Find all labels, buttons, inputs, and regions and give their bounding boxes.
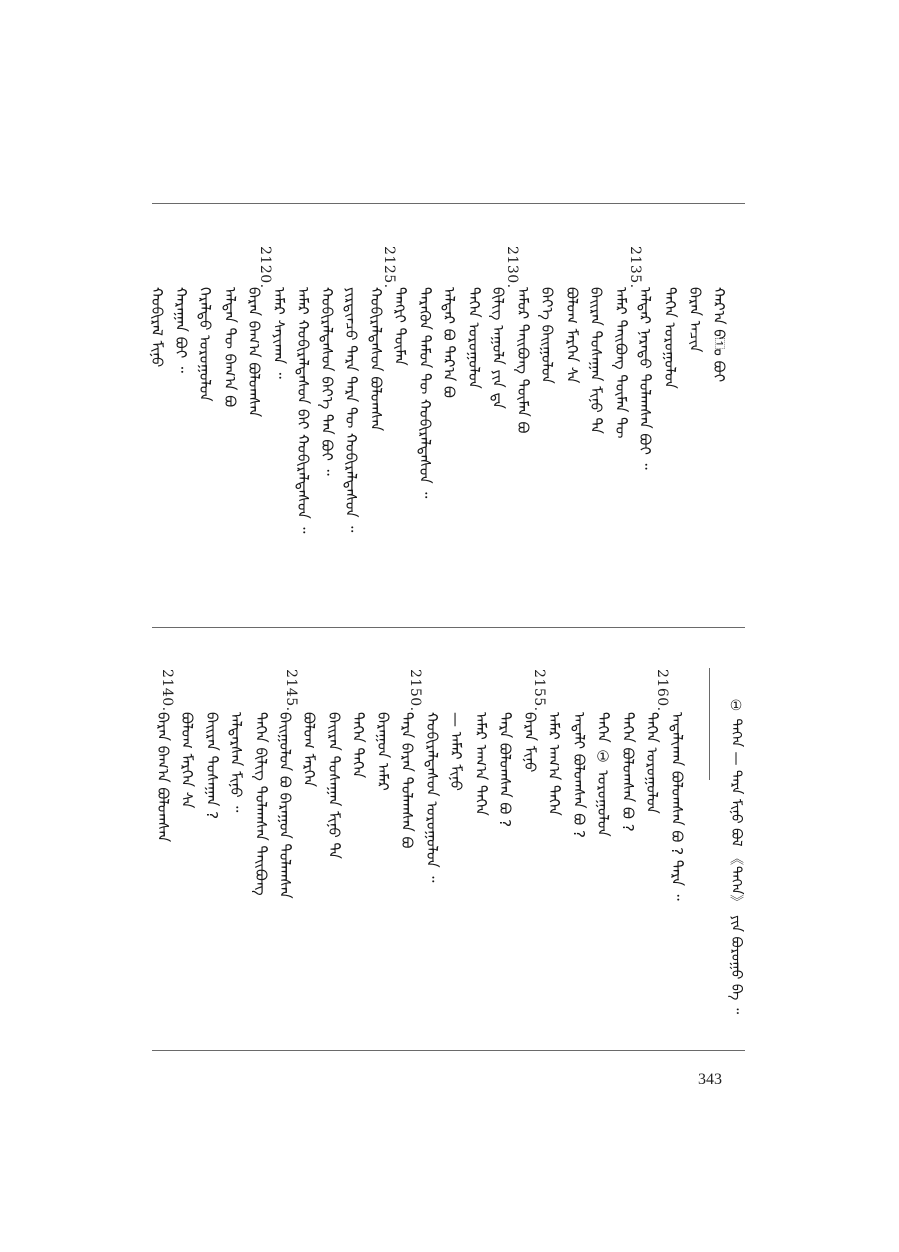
text-line-l18: ᠲᠡᠭᠡᠨ ᠪᠢᠯᠢᠭ ᠲᠤᠯᠠᠭᠰᠠᠨ ᠲᠠᠢᠪᠤᠩ (252, 712, 270, 896)
text-line-l03: ᠲᠡᠭᠡᠨ ᠪᠤᠯᠤᠭᠰᠠᠨ ᠪᠣ ? (619, 712, 637, 832)
text-line-u08: ᠪᠡᠶ᠎ᠡ ᠪᠠᠢᠭᠤᠯᠤᠨ (538, 287, 556, 384)
text-line-l08: ᠲᠡᠷᠡ ᠪᠤᠯᠤᠭᠰᠠᠨ ᠪᠣ ? (496, 712, 514, 828)
text-line-u03: ᠲᠡᠭᠡᠨ ᠤᠷᠤᠭᠤᠯᠤᠨ (661, 287, 679, 389)
text-line-u19: ᠠᠮᠠᠷ ᠰᠠᠶᠢᠬᠠᠨ ᠃ (270, 287, 288, 379)
text-line-l21: ᠪᠤᠯᠤᠭ ᠮᠡᠷᠭᠡᠨ ᠰᠠ (178, 712, 196, 809)
line-number-2155: 2155. (531, 669, 547, 712)
text-line-u07: ᠪᠤᠯᠤᠭ ᠮᠡᠷᠭᠡᠨ ᠰᠠ (563, 287, 581, 384)
text-line-l11: ᠬᠤᠪᠢᠷᠠᠯᠲᠠᠰᠤᠨ ᠤᠷᠤᠭᠤᠯᠤᠨ ᠃ (423, 712, 441, 883)
text-line-l05: ᠠᠳᠠᠯᠢ ᠪᠤᠯᠤᠭᠰᠠᠨ ᠪᠣ ? (570, 712, 588, 838)
bottom-divider (152, 1050, 745, 1051)
footnote-marker: ① (728, 698, 744, 714)
text-line-u18: ᠠᠮᠠᠷ ᠬᠤᠪᠢᠷᠠᠯᠲᠠᠰᠤᠨ ᠪᠠᠢ ᠬᠤᠪᠢᠷᠠᠯᠲᠠᠰᠤᠨ ᠃ (294, 287, 312, 534)
text-line-u20: ᠪᠠᠷᠠᠨ ᠪᠠᠭ᠎ᠠ ᠪᠤᠯᠤᠭᠰᠠᠨ (245, 287, 263, 418)
text-line-l22: ᠪᠠᠷᠠᠨ ᠪᠠᠭ᠎ᠠ ᠪᠤᠯᠤᠭᠰᠠᠨ (154, 712, 172, 843)
text-line-l10: — ᠠᠮᠠᠷ ᠮᠢᠨᠤ (447, 712, 465, 791)
text-line-l13: ᠪᠠᠷᠠᠭᠤᠨ ᠠᠮᠠᠷ (374, 712, 392, 791)
line-number-2150: 2150. (407, 669, 423, 712)
text-line-u12: ᠠᠯᠳᠠᠷ ᠪᠣ ᠲᠠᠷ᠎ᠠ ᠪᠣ (440, 287, 458, 398)
text-line-u05: ᠠᠮᠠᠷ ᠲᠠᠢᠪᠤᠩ ᠲᠦᠮᠡᠨ ᠲᠦ (612, 287, 630, 439)
text-line-u10: ᠪᠢᠯᠢᠭ ᠠᠭᠤᠯᠠ ᠶᠢᠨ ᠳᠠ (489, 287, 507, 409)
text-line-u01: ᠬᠠᠷ᠎ᠠ ᠪ᠋ᠣ ᠪᠤᠢ (710, 287, 728, 383)
text-line-u22: ᠭᠡᠷᠡᠯᠲᠦ ᠤᠷᠤᠭᠤᠯᠤᠨ (196, 287, 214, 402)
text-line-u23: ᠬᠠᠷᠠᠭᠠᠨ ᠪᠤᠢ ᠃ (172, 287, 190, 373)
text-line-u24: ᠬᠤᠪᠢᠷᠠᠯ ᠮᠢᠨᠤ (148, 287, 166, 368)
footnote (727, 698, 745, 1014)
text-line-u11: ᠲᠡᠭᠡᠨ ᠤᠷᠤᠭᠤᠯᠤᠨ (465, 287, 483, 389)
line-number-2125: 2125. (381, 246, 397, 289)
line-number-2140: 2140. (159, 669, 175, 712)
text-line-u16: ᠶᠢᠷᠲᠢᠨᠴᠦ ᠲᠡᠷᠡ ᠲᠡᠷᠡ ᠲᠦ ᠬᠤᠪᠢᠷᠠᠯᠲᠠᠰᠤᠨ ᠃ (342, 287, 360, 533)
text-line-u04: ᠠᠯᠳᠠᠷ ᠨᠡᠷᠡᠲᠦ ᠲᠤᠯᠠᠭᠰᠠᠨ ᠪᠤᠢ ᠃ (636, 287, 654, 470)
text-line-l17: ᠪᠠᠢᠭᠤᠯᠤᠨ ᠪᠣ ᠪᠠᠷᠠᠭᠤᠨ ᠲᠤᠯᠠᠭᠰᠠᠨ (276, 712, 294, 899)
text-line-l15: ᠪᠠᠢᠷᠠᠨ ᠲᠤᠰᠠᠭᠠᠨ ᠮᠢᠨᠤ ᠲᠠ (325, 712, 343, 859)
top-divider (152, 203, 745, 204)
line-number-2130: 2130. (504, 246, 520, 289)
text-line-l06: ᠠᠮᠠᠷ ᠠᠭ᠎ᠠ ᠲᠡᠭᠡᠨ (545, 712, 563, 816)
text-line-l02: ᠲᠡᠭᠡᠨ ᠤᠷᠤᠭᠤᠯᠤᠨ (643, 712, 661, 814)
text-line-u09: ᠠᠮᠤᠷ ᠲᠠᠢᠪᠤᠩ ᠲᠦᠮᠡᠨ ᠪᠣ (514, 287, 532, 434)
page-number: 343 (698, 1071, 722, 1088)
text-line-u14: ᠲᠡᠩᠷᠢ ᠲᠦᠮᠡᠨ (391, 287, 409, 366)
text-line-l01: ᠠᠳᠠᠯᠢᠬᠠᠨ ᠪᠤᠯᠤᠭᠰᠠᠨ ᠪᠣ ? ᠲᠡᠷᠡ ᠃ (668, 712, 686, 901)
text-line-l09: ᠠᠮᠠᠷ ᠠᠭ᠎ᠠ ᠲᠡᠭᠡᠨ (472, 712, 490, 816)
text-line-u15: ᠬᠤᠪᠢᠷᠠᠯᠲᠠᠰᠤᠨ ᠪᠤᠯᠤᠭᠰᠠᠨ (367, 287, 385, 432)
text-line-l14: ᠲᠡᠭᠡᠨ ᠲᠡᠭᠡᠨ (349, 712, 367, 779)
text-line-l07: ᠪᠠᠷᠠᠨ ᠮᠢᠨᠤ (521, 712, 539, 773)
line-number-2120: 2120. (257, 246, 273, 289)
line-number-2135: 2135. (627, 246, 643, 289)
middle-divider (152, 627, 745, 628)
text-line-l04: ᠲᠡᠭᠡᠨ ① ᠤᠷᠤᠭᠤᠯᠤᠨ (594, 712, 612, 837)
text-line-u17: ᠬᠤᠪᠢᠷᠠᠯᠲᠠᠰᠤᠨ ᠪᠡᠶ᠎ᠡ ᠲᠠᠨ ᠪᠤᠢ ᠃ (318, 287, 336, 476)
text-line-u06: ᠪᠠᠢᠷᠠᠨ ᠲᠤᠰᠠᠭᠠᠨ ᠮᠢᠨᠤ ᠲᠠ (587, 287, 605, 434)
text-line-l12: ᠲᠡᠷᠡ ᠪᠠᠷᠠᠨ ᠲᠤᠯᠠᠭᠰᠠᠨ ᠪᠣ (398, 712, 416, 849)
text-line-l20: ᠪᠠᠢᠷᠠᠨ ᠲᠤᠰᠠᠭᠠᠨ ? (203, 712, 221, 820)
text-line-l16: ᠪᠤᠯᠤᠭ ᠮᠡᠷᠭᠡᠨ (300, 712, 318, 788)
footnote-separator (709, 668, 710, 780)
footnote-text: ᠲᠡᠭᠡᠨ — ᠲᠡᠷᠡ ᠮᠢᠨᠤ ᠪᠣᠯ 《ᠲᠡᠭᠡᠨ》 ᠶᠢᠨ ᠪᠤᠷᠤᠭᠤ ᠪᠠ ᠃ (728, 718, 744, 1014)
line-number-2160: 2160. (654, 669, 670, 712)
text-line-l19: ᠠᠯᠳᠠᠷᠰᠠᠨ ᠮᠢᠨᠤ ᠃ (227, 712, 245, 813)
text-line-u02: ᠪᠠᠷᠠᠨ ᠠᠴᠢᠨ (686, 287, 704, 353)
text-line-u13: ᠲᠡᠷᠡᠭᠦᠨ ᠲᠡᠮᠦᠨ ᠲᠦ ᠬᠤᠪᠢᠷᠠᠯᠲᠠᠰᠤᠨ ᠃ (416, 287, 434, 499)
text-line-u21: ᠠᠯᠲᠠᠨ ᠲᠦ ᠪᠠᠭ᠎ᠠ ᠪᠣ (221, 287, 239, 408)
line-number-2145: 2145. (283, 669, 299, 712)
